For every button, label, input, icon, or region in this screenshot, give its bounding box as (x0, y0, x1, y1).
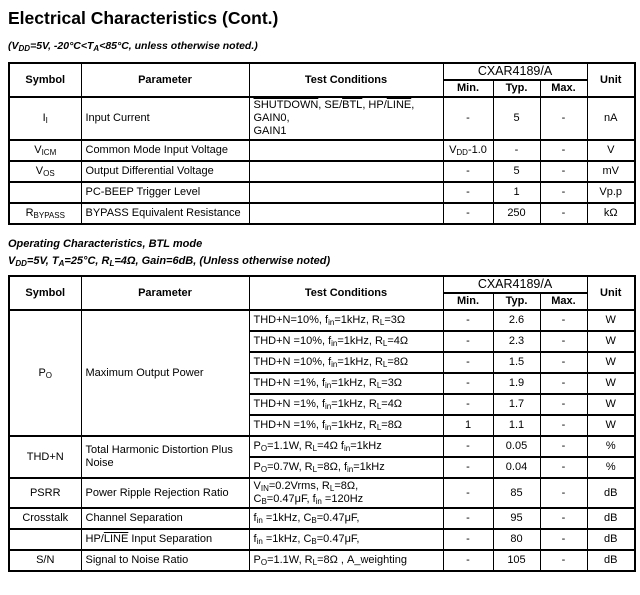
unit-cell: W (587, 373, 635, 394)
parameter-cell: Output Differential Voltage (81, 161, 249, 182)
header-row (9, 63, 635, 80)
parameter-cell: HP/LINE Input Separation (81, 529, 249, 550)
min-cell: - (443, 182, 493, 203)
test-conditions-cell: $P_O=0.7W$, $R_L=8\Omega$, $f_{in}=1kHz$ (249, 457, 443, 478)
parameter-cell: Power Ripple Rejection Ratio (81, 478, 249, 508)
test-conditions-cell: $P_O=1.1W$, $R_L=8\Omega$ , A_weighting (249, 550, 443, 571)
max-cell: - (540, 508, 587, 529)
symbol-cell: S/N (9, 550, 81, 571)
min-cell: - (443, 478, 493, 508)
max-cell: - (540, 415, 587, 436)
test-conditions-cell: $P_O=1.1W$, $R_L=4\Omega$ $f_{in}=1kHz$ (249, 436, 443, 457)
typ-cell: 1.5 (493, 352, 540, 373)
typ-cell: 105 (493, 550, 540, 571)
test-conditions-cell: THD+N=10%, $f_{in}=1kHz$, $R_L=3\Omega$ (249, 310, 443, 331)
parameter-cell: Channel Separation (81, 508, 249, 529)
typ-cell: 2.6 (493, 310, 540, 331)
test-conditions-cell: THD+N =10%, $f_{in}=1kHz$, $R_L=8\Omega$ (249, 352, 443, 373)
typ-cell: 80 (493, 529, 540, 550)
symbol-cell: $P_O$ (9, 310, 81, 436)
min-cell: - (443, 352, 493, 373)
typ-cell: 1.1 (493, 415, 540, 436)
unit-cell: W (587, 352, 635, 373)
section-condition-note: $V_{DD}=5V$, $T_A=25^\circ C$, $R_L=4\Omega$, Gain=6dB, (Unless otherwise noted) (8, 255, 331, 268)
min-cell: - (443, 529, 493, 550)
table-row (9, 508, 635, 529)
max-cell: - (540, 97, 587, 140)
min-cell: - (443, 508, 493, 529)
typ-cell: 250 (493, 203, 540, 224)
parameter-cell: Maximum Output Power (81, 310, 249, 436)
typ-cell: 0.04 (493, 457, 540, 478)
min-cell: - (443, 203, 493, 224)
parameter-header: Parameter (81, 63, 249, 97)
max-cell: - (540, 529, 587, 550)
typ-cell: 2.3 (493, 331, 540, 352)
parameter-cell: Total Harmonic Distortion Plus Noise (81, 436, 249, 478)
parameter-cell: Common Mode Input Voltage (81, 140, 249, 161)
table-row (9, 529, 635, 550)
unit-cell: W (587, 331, 635, 352)
min-header: Min. (443, 80, 493, 97)
test-conditions-cell: $V_{IN}=0.2Vrms$, $R_L=8\Omega$, $C_B=0.47\mu F$, $f_{in} =120Hz$ (249, 478, 443, 508)
device-name: CXAR4189/A (443, 276, 587, 293)
unit-cell: dB (587, 529, 635, 550)
typ-cell: 0.05 (493, 436, 540, 457)
min-cell: - (443, 436, 493, 457)
table-row (9, 140, 635, 161)
typ-cell: 95 (493, 508, 540, 529)
test-conditions-cell (249, 203, 443, 224)
unit-header: Unit (587, 276, 635, 310)
typ-header: Typ. (493, 80, 540, 97)
unit-cell: kΩ (587, 203, 635, 224)
test-conditions-cell (249, 161, 443, 182)
min-cell: - (443, 310, 493, 331)
max-header: Max. (540, 293, 587, 310)
min-cell: $V_{DD}-1.0$ (443, 140, 493, 161)
symbol-cell: $I_I$ (9, 97, 81, 140)
header-row (9, 276, 635, 293)
table-row (9, 97, 635, 140)
unit-cell: W (587, 310, 635, 331)
table-row (9, 203, 635, 224)
unit-cell: nA (587, 97, 635, 140)
test-conditions-cell: $f_{in} =1kHz$, $C_B=0.47\mu F$, (249, 529, 443, 550)
symbol-cell (9, 529, 81, 550)
typ-cell: 1.7 (493, 394, 540, 415)
parameter-cell: PC-BEEP Trigger Level (81, 182, 249, 203)
min-cell: - (443, 97, 493, 140)
symbol-header: Symbol (9, 276, 81, 310)
typ-cell: - (493, 140, 540, 161)
max-cell: - (540, 203, 587, 224)
section-title: Operating Characteristics, BTL mode (8, 238, 203, 250)
symbol-cell: $V_{ICM}$ (9, 140, 81, 161)
table-row (9, 182, 635, 203)
min-cell: - (443, 394, 493, 415)
table-row (9, 161, 635, 182)
min-cell: 1 (443, 415, 493, 436)
operating-characteristics-table (8, 275, 636, 572)
test-conditions-cell: $f_{in} =1kHz$, $C_B=0.47\mu F$, (249, 508, 443, 529)
min-cell: - (443, 331, 493, 352)
table-row (9, 436, 635, 457)
typ-cell: 5 (493, 97, 540, 140)
max-cell: - (540, 436, 587, 457)
max-cell: - (540, 550, 587, 571)
max-cell: - (540, 182, 587, 203)
test-conditions-header: Test Conditions (249, 276, 443, 310)
symbol-cell: Crosstalk (9, 508, 81, 529)
unit-cell: V (587, 140, 635, 161)
symbol-cell: PSRR (9, 478, 81, 508)
test-conditions-cell: THD+N =1%, $f_{in}=1kHz$, $R_L=3\Omega$ (249, 373, 443, 394)
test-conditions-header: Test Conditions (249, 63, 443, 97)
symbol-cell (9, 182, 81, 203)
min-cell: - (443, 550, 493, 571)
max-cell: - (540, 140, 587, 161)
unit-cell: dB (587, 550, 635, 571)
parameter-cell: BYPASS Equivalent Resistance (81, 203, 249, 224)
unit-header: Unit (587, 63, 635, 97)
test-conditions-cell: SHUTDOWN, $SE/\overline{BTL}$, HP/LINE, GAIN0, GAIN1 (249, 97, 443, 140)
test-conditions-cell: THD+N =10%, $f_{in}=1kHz$, $R_L=4\Omega$ (249, 331, 443, 352)
min-cell: - (443, 457, 493, 478)
device-name: CXAR4189/A (443, 63, 587, 80)
test-condition-note: ($V_{DD}=5V$, $-20^\circ C<T_A<85^\circ C$, unless otherwise noted.) (8, 40, 258, 53)
max-cell: - (540, 331, 587, 352)
unit-cell: % (587, 457, 635, 478)
unit-cell: dB (587, 478, 635, 508)
max-cell: - (540, 352, 587, 373)
unit-cell: % (587, 436, 635, 457)
unit-cell: W (587, 415, 635, 436)
typ-cell: 1 (493, 182, 540, 203)
parameter-header: Parameter (81, 276, 249, 310)
unit-cell: mV (587, 161, 635, 182)
symbol-cell: THD+N (9, 436, 81, 478)
max-cell: - (540, 478, 587, 508)
parameter-cell: Input Current (81, 97, 249, 140)
test-conditions-cell: THD+N =1%, $f_{in}=1kHz$, $R_L=8\Omega$ (249, 415, 443, 436)
parameter-cell: Signal to Noise Ratio (81, 550, 249, 571)
max-cell: - (540, 310, 587, 331)
max-cell: - (540, 394, 587, 415)
min-cell: - (443, 373, 493, 394)
symbol-cell: $R_{BYPASS}$ (9, 203, 81, 224)
min-header: Min. (443, 293, 493, 310)
test-conditions-cell (249, 140, 443, 161)
max-cell: - (540, 457, 587, 478)
min-cell: - (443, 161, 493, 182)
max-header: Max. (540, 80, 587, 97)
max-cell: - (540, 373, 587, 394)
table-row (9, 310, 635, 331)
test-conditions-cell: THD+N =1%, $f_{in}=1kHz$, $R_L=4\Omega$ (249, 394, 443, 415)
symbol-cell: $V_{OS}$ (9, 161, 81, 182)
table-row (9, 478, 635, 508)
table-row (9, 550, 635, 571)
page-title: Electrical Characteristics (Cont.) (8, 8, 279, 28)
typ-cell: 5 (493, 161, 540, 182)
unit-cell: dB (587, 508, 635, 529)
symbol-header: Symbol (9, 63, 81, 97)
unit-cell: Vp.p (587, 182, 635, 203)
typ-cell: 85 (493, 478, 540, 508)
typ-cell: 1.9 (493, 373, 540, 394)
typ-header: Typ. (493, 293, 540, 310)
test-conditions-cell (249, 182, 443, 203)
max-cell: - (540, 161, 587, 182)
unit-cell: W (587, 394, 635, 415)
electrical-characteristics-table (8, 62, 636, 225)
